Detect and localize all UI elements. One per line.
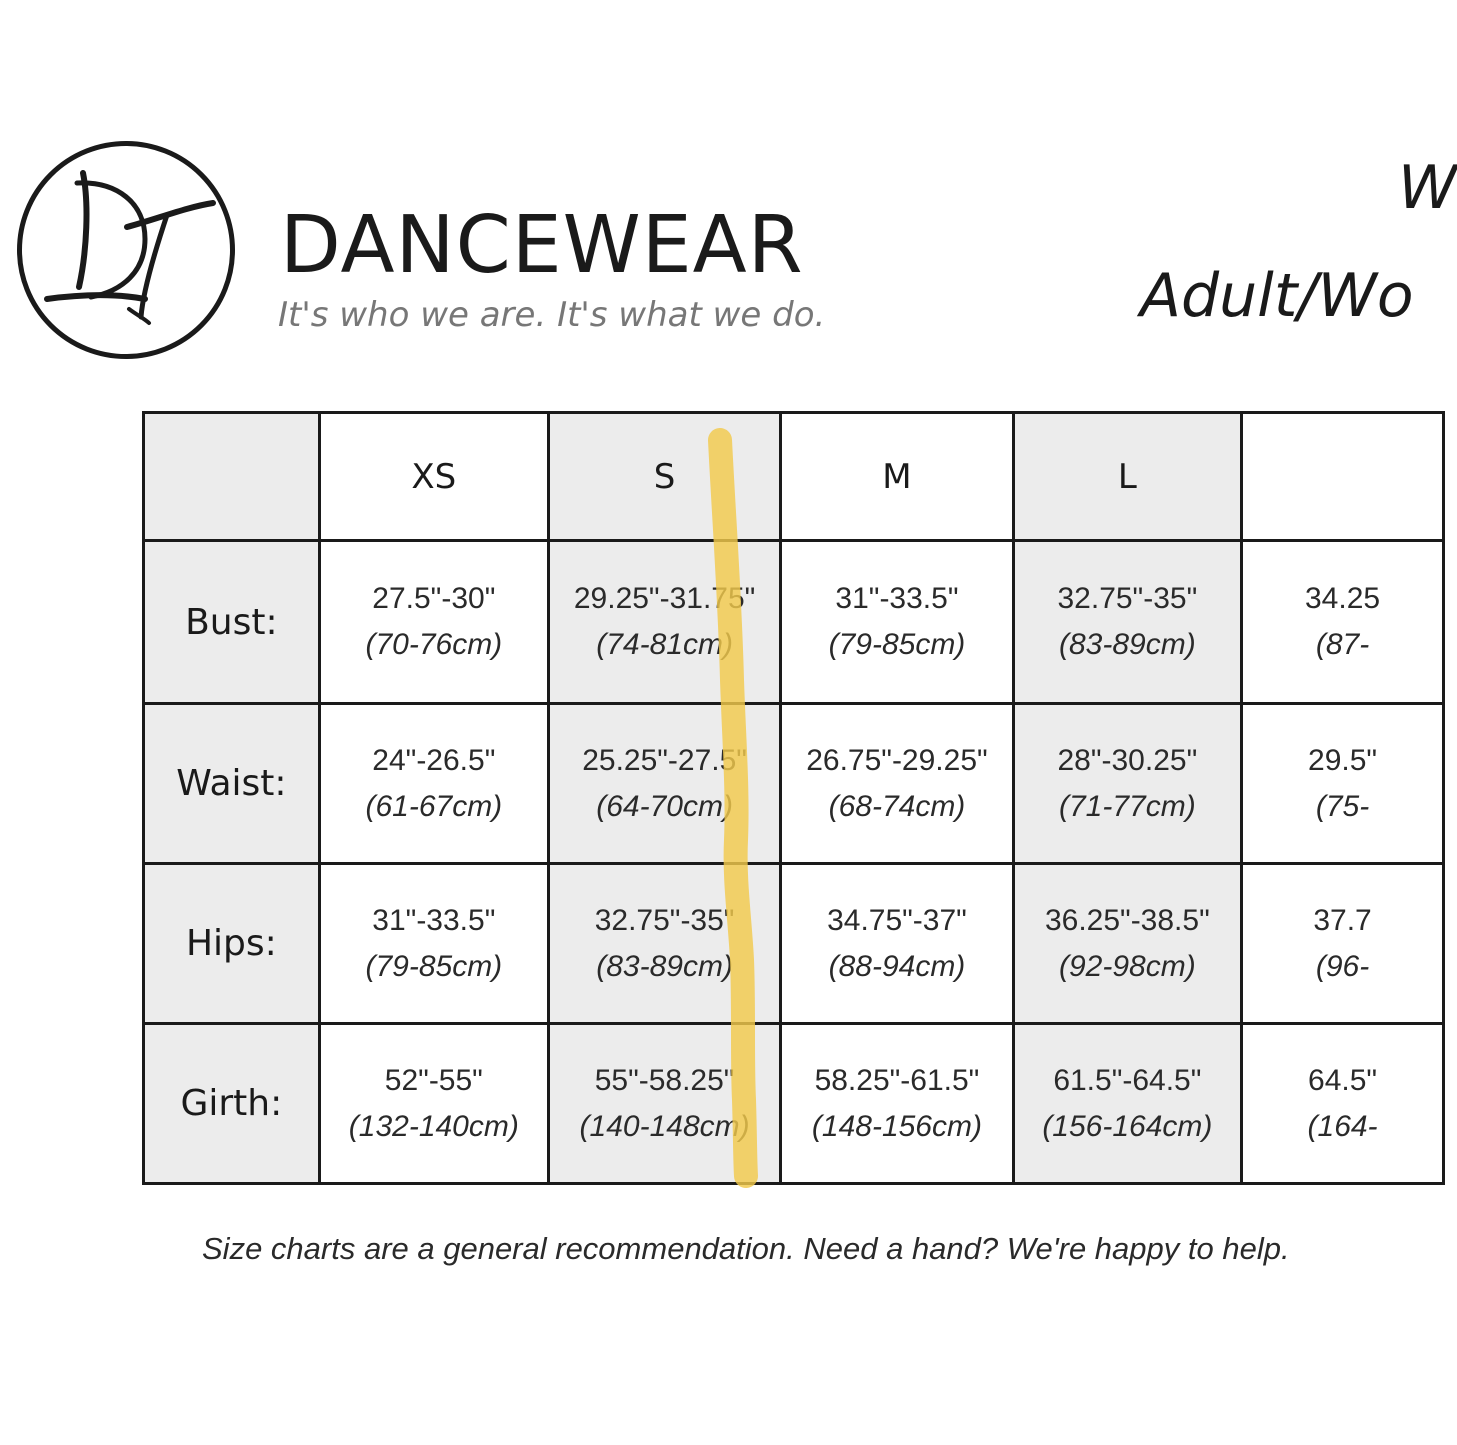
table-row-hips [144,864,1444,1024]
cm-value: (164- [1307,1109,1378,1143]
corner-cell [144,413,320,541]
cm-value: (61-67cm) [365,789,503,823]
table-row-waist [144,704,1444,864]
header-row [144,413,1444,541]
inch-value: 27.5"-30" [372,582,496,615]
table-cell [781,704,1013,864]
cm-value: (70-76cm) [365,628,503,661]
inch-value: 25.25"-27.5" [582,743,747,777]
brand-tagline: It's who we are. It's what we do. [278,295,826,335]
table-cell [781,864,1013,1024]
cm-value: (68-74cm) [828,789,966,823]
row-label-cell [144,1024,320,1184]
row-label: Hips: [185,923,277,964]
logo-icon [17,141,235,359]
row-label-cell [144,864,320,1024]
table-cell [319,1024,548,1184]
cm-value: (74-81cm) [596,628,733,661]
table-cell [548,1024,780,1184]
inch-value: 37.7 [1313,903,1372,937]
cm-value: (132-140cm) [348,1109,519,1143]
inch-value: 61.5"-64.5" [1053,1063,1202,1097]
table-cell [1013,864,1241,1024]
cm-value: (75- [1315,789,1370,823]
table-cell [1242,864,1444,1024]
inch-value: 29.25"-31.75" [573,582,756,615]
table-cell [548,864,780,1024]
cm-value: (88-94cm) [828,949,966,983]
size-header-m [781,413,1013,541]
inch-value: 31"-33.5" [372,903,496,937]
chart-title-line-1: W [1398,153,1457,223]
inch-value: 28"-30.25" [1057,743,1198,777]
inch-value: 64.5" [1308,1063,1378,1097]
cm-value: (92-98cm) [1059,949,1196,983]
table-cell [1242,1024,1444,1184]
size-label: XS [411,456,457,497]
footnote: Size charts are a general recommendation. Need a hand? We're happy to help. [202,1231,1290,1266]
size-label: L [1117,456,1137,497]
table-cell [319,864,548,1024]
size-header-s [548,413,780,541]
inch-value: 36.25"-38.5" [1044,903,1210,937]
size-header-xl [1242,413,1444,541]
size-label: S [653,456,676,497]
table-cell [1242,704,1444,864]
table-cell [781,1024,1013,1184]
cm-value: (140-148cm) [579,1109,750,1143]
inch-value: 58.25"-61.5" [814,1063,980,1097]
cm-value: (83-89cm) [596,949,733,983]
table-row-bust [144,541,1444,704]
row-label-cell [144,541,320,704]
table-cell [548,704,780,864]
inch-value: 29.5" [1308,743,1378,777]
inch-value: 31"-33.5" [835,582,959,615]
size-header-xs [319,413,548,541]
chart-title-line-2: Adult/Wo [1140,261,1414,331]
inch-value: 32.75"-35" [1057,582,1198,615]
inch-value: 52"-55" [384,1063,483,1097]
size-header-l [1013,413,1241,541]
cm-value: (64-70cm) [596,789,733,823]
cm-value: (79-85cm) [828,628,966,661]
size-chart-table [142,411,1445,1185]
row-label: Bust: [185,601,278,643]
cm-value: (71-77cm) [1059,789,1196,823]
size-label: M [882,456,912,497]
table-row-girth [144,1024,1444,1184]
cm-value: (87- [1315,628,1370,661]
table-cell [319,704,548,864]
table-cell [1242,541,1444,704]
table-cell [1013,1024,1241,1184]
cm-value: (96- [1315,949,1370,983]
row-label-cell [144,704,320,864]
table-cell [319,541,548,704]
cm-value: (156-164cm) [1042,1109,1213,1143]
table-cell [1013,541,1241,704]
cm-value: (79-85cm) [365,949,503,983]
row-label: Girth: [180,1083,283,1124]
size-chart-table-wrapper [142,411,1445,1186]
inch-value: 34.75"-37" [827,903,967,937]
table-cell [781,541,1013,704]
inch-value: 34.25 [1305,582,1381,615]
cm-value: (148-156cm) [811,1109,982,1143]
table-cell [1013,704,1241,864]
inch-value: 32.75"-35" [594,903,735,937]
brand-name: DANCEWEAR [280,199,804,291]
inch-value: 24"-26.5" [372,743,496,777]
row-label: Waist: [176,763,287,804]
inch-value: 55"-58.25" [594,1063,735,1097]
table-cell [548,541,780,704]
cm-value: (83-89cm) [1059,628,1196,661]
inch-value: 26.75"-29.25" [806,743,988,777]
